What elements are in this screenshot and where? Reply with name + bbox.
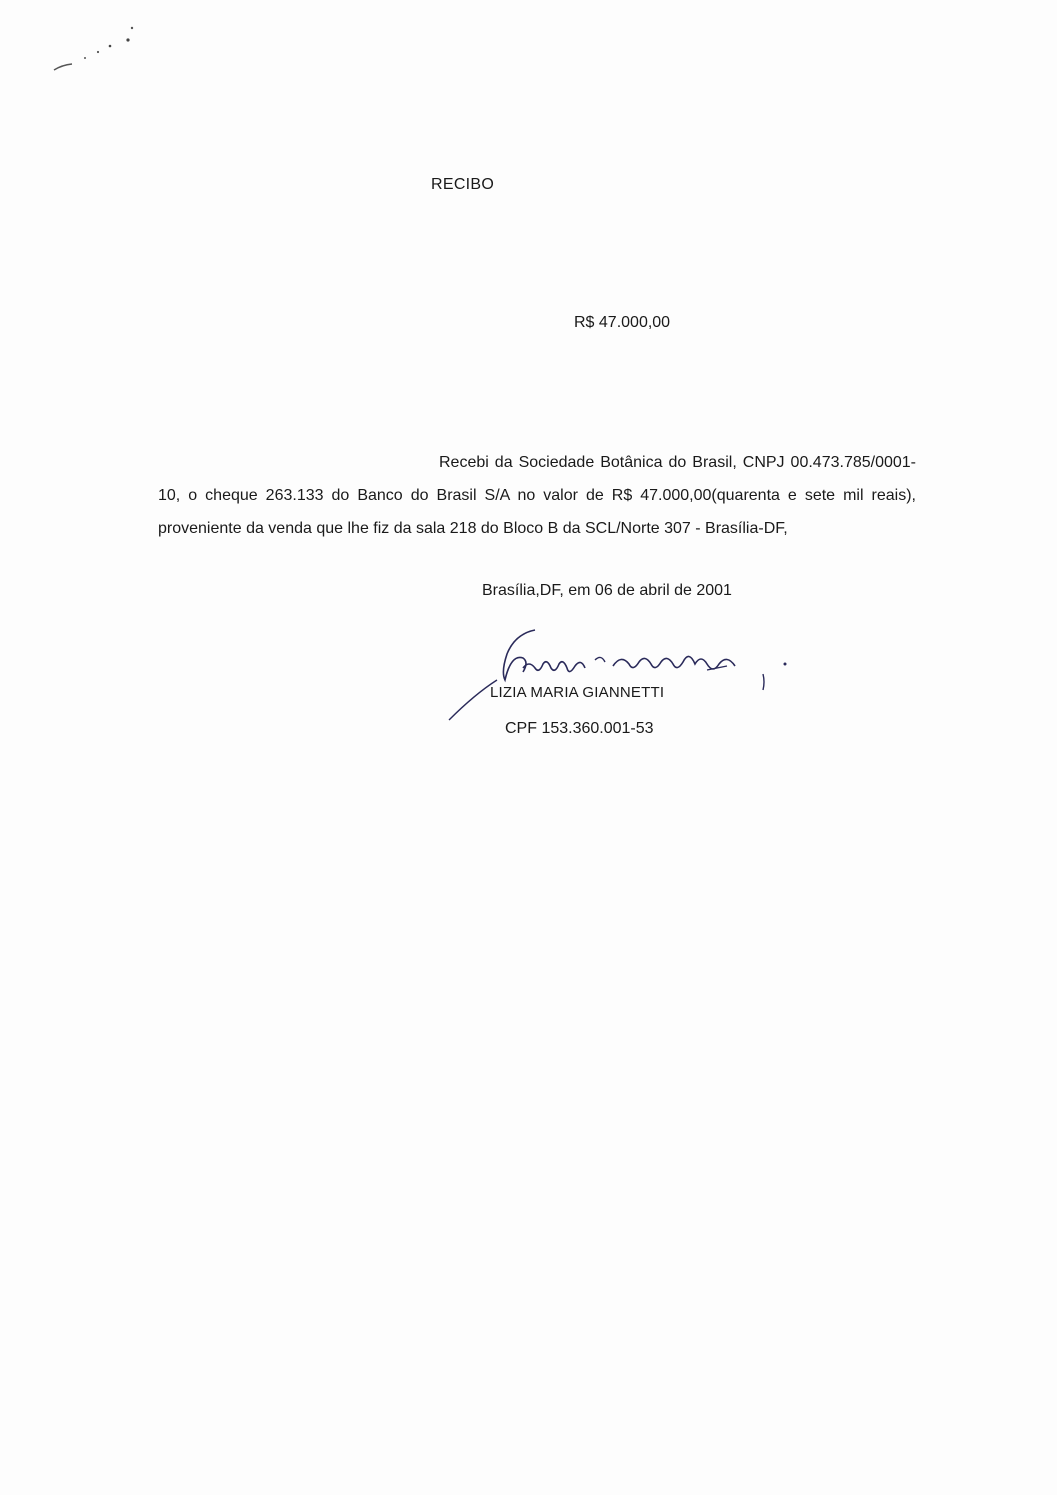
handwritten-signature	[445, 624, 805, 724]
receipt-amount: R$ 47.000,00	[574, 314, 671, 331]
scan-specks	[40, 18, 160, 78]
signer-cpf: CPF 153.360.001-53	[505, 720, 654, 737]
receipt-body: Recebi da Sociedade Botânica do Brasil, CNPJ 00.473.785/0001-10, o cheque 263.133 do Banco do Brasil S/A no valor de R$ 47.000,00(quarenta e sete mil reais), proveniente da venda que lhe fiz da sala 218 do Bloco B da SCL/Norte 307 - Brasília-DF,	[158, 454, 916, 537]
place-date: Brasília,DF, em 06 de abril de 2001	[482, 582, 732, 599]
receipt-title: RECIBO	[431, 176, 495, 193]
signer-name: LIZIA MARIA GIANNETTI	[490, 684, 665, 701]
